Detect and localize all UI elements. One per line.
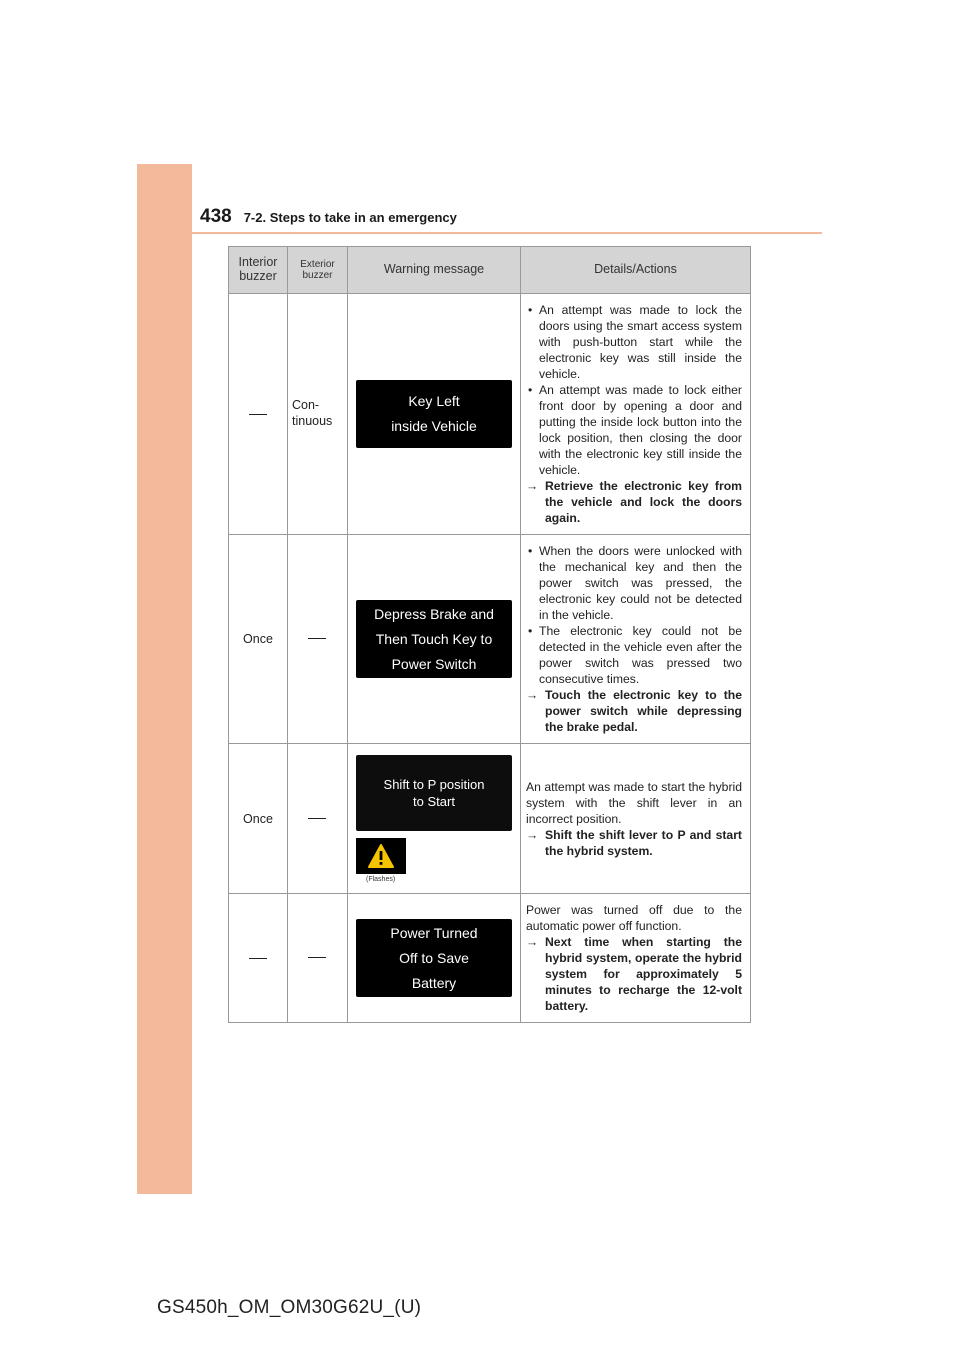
action-text: Shift the shift lever to P and start the hybrid system. (545, 827, 742, 858)
screen-line: Power Turned (390, 924, 478, 941)
details-cell (521, 894, 751, 1023)
warning-messages-table (228, 246, 751, 1023)
table-row (229, 894, 751, 1023)
bullet-mark: • (528, 303, 533, 317)
warning-message-cell (348, 535, 521, 744)
action-text: Retrieve the electronic key from the vehicle and lock the doors again. (545, 479, 742, 525)
screen-line: Battery (411, 974, 457, 991)
page-header (200, 206, 457, 232)
none-dash (308, 638, 326, 639)
bullet-mark: • (528, 383, 533, 397)
exterior-buzzer-cell (288, 894, 348, 1023)
none-dash (249, 958, 267, 959)
interior-buzzer-cell (229, 894, 288, 1023)
warning-message-cell (348, 744, 521, 894)
detail-paragraph: Power was turned off due to the automatic power off function. (526, 903, 742, 933)
arrow-right-icon: → (526, 827, 539, 842)
col-details-actions: Details/Actions (521, 247, 751, 294)
col-interior-buzzer: Interior buzzer (229, 247, 288, 294)
detail-bullet-text: The electronic key could not be detected in the vehicle even after the power switch was pressed two consecutive times. (539, 624, 742, 686)
detail-bullet (526, 382, 742, 478)
section-title: 7-2. Steps to take in an emergency (243, 210, 457, 225)
none-dash (308, 957, 326, 958)
screen-line: inside Vehicle (391, 418, 477, 434)
none-dash (249, 414, 267, 415)
arrow-right-icon: → (526, 688, 539, 702)
chapter-side-tab (137, 164, 192, 1194)
table-row (229, 294, 751, 535)
header-divider (192, 232, 822, 234)
screen-line: Key Left (408, 393, 460, 409)
master-warning-light (356, 838, 406, 874)
action-line (526, 827, 742, 859)
bullet-mark: • (528, 624, 533, 638)
action-line (526, 934, 742, 1014)
warning-display-screen (356, 919, 512, 997)
col-exterior-buzzer: Exterior buzzer (288, 247, 348, 294)
screen-line: Then Touch Key to (375, 630, 493, 647)
arrow-right-icon: → (526, 479, 539, 493)
action-text: Next time when starting the hybrid system, operate the hybrid system for approximately 5 minutes to recharge the 12-volt battery. (545, 935, 742, 1013)
detail-bullet-text: When the doors were unlocked with the mechanical key and then the power switch was pressed, the electronic key could not be detected in the vehicle. (539, 544, 742, 622)
detail-bullet (526, 623, 742, 687)
detail-bullet (526, 302, 742, 382)
document-id-footer: GS450h_OM_OM30G62U_(U) (157, 1297, 422, 1318)
bullet-mark: • (528, 544, 533, 558)
col-warning-message: Warning message (348, 247, 521, 294)
table-row (229, 744, 751, 894)
detail-bullet (526, 543, 742, 623)
screen-line: Power Switch (391, 655, 477, 672)
screen-line: Depress Brake and (374, 605, 494, 622)
flashes-label: (Flashes) (366, 875, 396, 883)
screen-line: Off to Save (399, 949, 469, 966)
exterior-buzzer-cell: Con- tinuous (288, 294, 348, 535)
action-text: Touch the electronic key to the power switch while depressing the brake pedal. (545, 688, 742, 734)
action-line (526, 687, 742, 735)
table-row (229, 535, 751, 744)
action-line (526, 478, 742, 526)
warning-display-screen (356, 755, 512, 831)
warning-message-cell (348, 894, 521, 1023)
table-header-row (229, 247, 751, 294)
warning-triangle-icon (368, 844, 394, 868)
screen-line: to Start (413, 793, 455, 809)
exterior-buzzer-cell (288, 744, 348, 894)
detail-paragraph: An attempt was made to start the hybrid system with the shift lever in an incorrect position. (526, 779, 742, 826)
none-dash (308, 818, 326, 819)
page-number: 438 (200, 206, 232, 227)
interior-buzzer-cell: Once (229, 535, 288, 744)
details-cell (521, 744, 751, 894)
interior-buzzer-cell (229, 294, 288, 535)
arrow-right-icon: → (526, 935, 539, 949)
detail-bullet-text: An attempt was made to lock either front door by opening a door and putting the inside lock button into the lock position, then closing the door with the electronic key still inside the vehicle. (539, 383, 742, 477)
screen-line: Shift to P position (383, 776, 485, 792)
detail-bullet-text: An attempt was made to lock the doors using the smart access system with push-button start while the electronic key was still inside the vehicle. (539, 303, 742, 381)
warning-display-screen (356, 600, 512, 678)
warning-message-cell (348, 294, 521, 535)
details-cell (521, 535, 751, 744)
interior-buzzer-cell: Once (229, 744, 288, 894)
exterior-buzzer-cell (288, 535, 348, 744)
warning-display-screen (356, 380, 512, 448)
details-cell (521, 294, 751, 535)
